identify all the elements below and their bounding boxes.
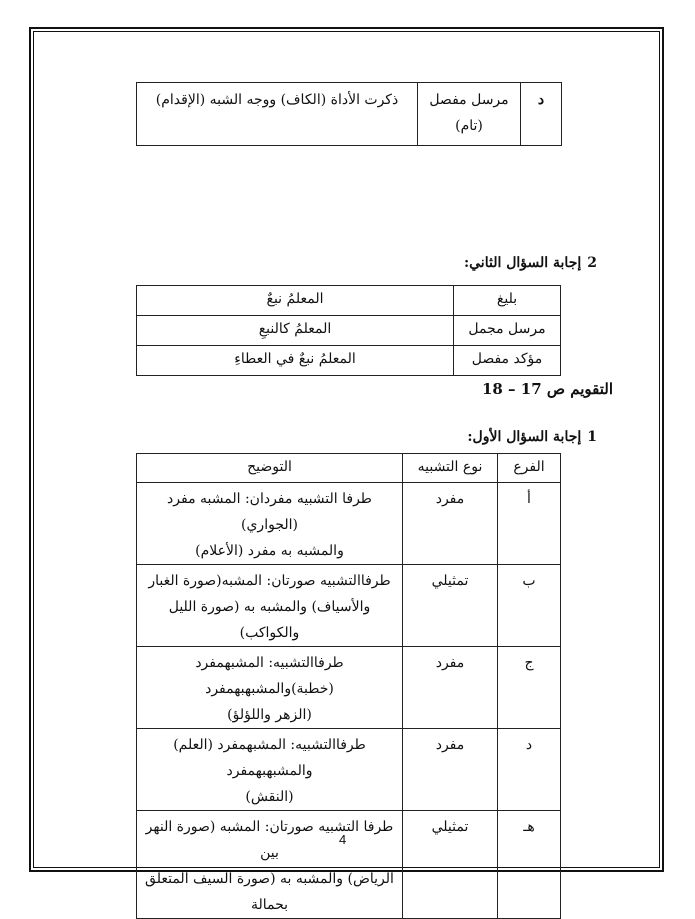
cell-kind: مفرد [403,483,498,565]
header-branch: الفرع [498,454,561,483]
evaluation-heading: التقويم ص 17 – 18 [481,380,613,398]
cell-type [418,83,521,146]
cell-explanation [137,811,403,919]
cell-explanation [137,647,403,729]
explanation-line2: والأسياف) والمشبه به (صورة الليل والكواكب) [168,599,371,641]
table-row [137,483,561,565]
cell-kind: تمثيلي [403,565,498,647]
explanation-line1: طرفاالتشبيه: المشبهمفرد (العلم) والمشبهبهمفرد [173,737,366,779]
cell-branch: ب [498,565,561,647]
cell-explanation: ذكرت الأداة (الكاف) ووجه الشبه (الإقدام) [137,83,418,146]
table-row [137,346,561,376]
cell-explanation [137,565,403,647]
table-row [137,83,562,146]
table-row [137,286,561,316]
cell-explanation [137,483,403,565]
first-answer-title: إجابة السؤال الأول: [467,429,582,445]
table-row [137,316,561,346]
page-number: 4 [339,832,347,847]
cell-letter: د [521,83,562,146]
explanation-line2: والمشبه به مفرد (الأعلام) [195,543,344,559]
explanation-line1: طرفا التشبيه صورتان: المشبه (صورة النهر بين [145,819,394,861]
cell-branch: ج [498,647,561,729]
first-answer-table [136,453,561,919]
second-answer-table [136,285,561,376]
cell-example: المعلمُ نبعٌ في العطاءِ [137,346,454,376]
second-answer-heading [464,255,597,271]
cell-example: المعلمُ نبعٌ [137,286,454,316]
top-table [136,82,562,146]
table-row [137,647,561,729]
cell-type: مرسل مجمل [454,316,561,346]
explanation-line1: طرفاالتشبيه صورتان: المشبه(صورة الغبار [148,573,391,589]
explanation-line2: (الزهر واللؤلؤ) [227,707,312,723]
cell-type-line2: (تام) [455,118,483,134]
first-answer-number: 1 [587,429,597,445]
explanation-line1: طرفا التشبيه مفردان: المشبه مفرد (الجواري) [167,491,372,533]
header-explanation: التوضيح [137,454,403,483]
cell-explanation [137,729,403,811]
cell-branch: أ [498,483,561,565]
cell-example: المعلمُ كالنبعِ [137,316,454,346]
cell-kind: مفرد [403,729,498,811]
table-header-row [137,454,561,483]
cell-type-line1: مرسل مفصل [429,92,509,108]
header-kind: نوع التشبيه [403,454,498,483]
explanation-line2: الرياض) والمشبه به (صورة السيف المتعلق بحمالة [145,871,394,913]
cell-type: بليغ [454,286,561,316]
cell-type: مؤكد مفصل [454,346,561,376]
second-answer-number: 2 [587,255,597,271]
first-answer-heading [467,429,597,445]
table-row [137,811,561,919]
cell-kind: تمثيلي [403,811,498,919]
explanation-line1: طرفاالتشبيه: المشبهمفرد (خطبة)والمشبهبهمفرد [195,655,344,697]
table-row [137,565,561,647]
explanation-line2: (النقش) [245,789,294,805]
table-row [137,729,561,811]
cell-kind: مفرد [403,647,498,729]
cell-branch: هـ [498,811,561,919]
cell-branch: د [498,729,561,811]
second-answer-title: إجابة السؤال الثاني: [463,255,582,271]
